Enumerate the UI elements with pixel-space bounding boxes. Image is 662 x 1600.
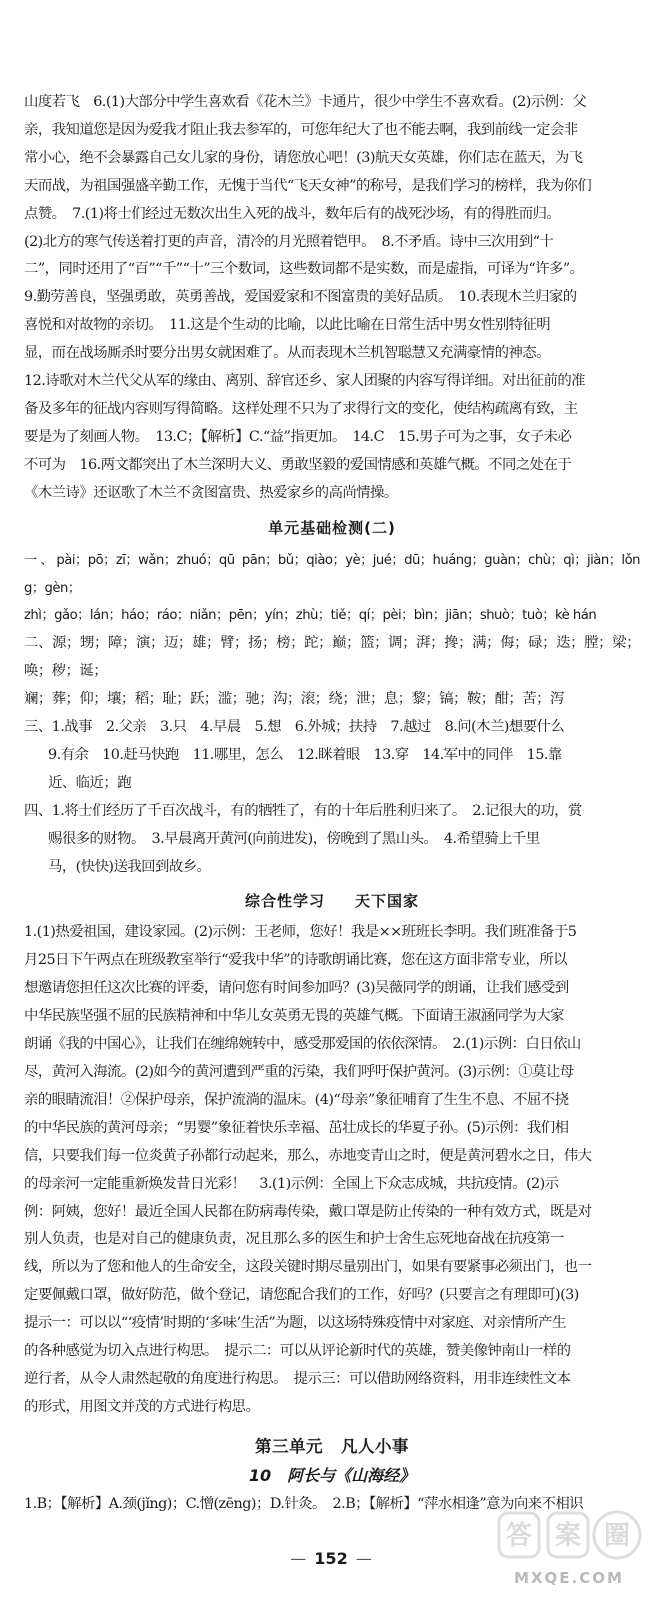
text-line: 《木兰诗》还讴歌了木兰不贪图富贵、热爱家乡的高尚情操。	[24, 484, 398, 501]
page-number-dash-left: —	[290, 1549, 307, 1568]
text-line: 中华民族坚强不屈的民族精神和中华儿女英勇无畏的英雄气概。下面请王淑涵同学为大家	[24, 1008, 564, 1025]
section-title-unit-test: 单元基础检测(二)	[268, 518, 396, 537]
text-line: 显，而在战场厮杀时要分出男女就困难了。从而表现木兰机智聪慧又充满豪情的神态。	[24, 345, 550, 362]
text-line: 赐很多的财物。 3.早晨离开黄河(向前进发)，傍晚到了黑山头。 4.希望骑上千里	[48, 830, 540, 847]
text-line: 四、1.将士们经历了千百次战斗，有的牺牲了，有的十年后胜利归来了。 2.记很大的功，赏	[24, 802, 582, 819]
text-line: 近、临近；跑	[48, 774, 132, 791]
text-line: 亲，我知道您是因为爱我才阻止我去参军的，可您年纪大了也不能去啊，我到前线一定会非	[24, 121, 578, 138]
answer-block-12-16	[24, 368, 640, 508]
text-line: 9.有余 10.赶马快跑 11.哪里，怎么 12.眯着眼 13.穿 14.军中的同伴 15.靠	[48, 746, 562, 763]
text-line: 1.(1)热爱祖国，建设家园。(2)示例：王老师，您好！我是××班班长李明。我们班准备于5	[24, 924, 577, 941]
text-line: 天而战，为祖国强盛辛勤工作，无愧于当代“飞天女神”的称号，是我们学习的榜样，我为你们	[24, 177, 592, 194]
text-line: 山度若飞 6.(1)大部分中学生喜欢看《花木兰》卡通片，很少中学生不喜欢看。(2)示例：父	[24, 94, 587, 110]
page-number-dash-right: —	[355, 1549, 372, 1568]
text-line: 定要佩戴口罩，做好防范，做个登记，请您配合我们的工作，好吗？(只要言之有理即可)(3)	[24, 1287, 579, 1304]
text-line: 逆行者，从令人肃然起敬的角度进行构思。 提示三：可以借助网络资料，用非连续性文本	[24, 1370, 571, 1387]
watermark-char: 案	[554, 1521, 582, 1551]
text-line: (2)北方的寒气传送着打更的声音，清冷的月光照着铠甲。 8.不矛盾。诗中三次用到“十	[24, 233, 554, 250]
text-line: 常小心，绝不会暴露自己女儿家的身份，请您放心吧！(3)航天女英雄，你们志在蓝天，为飞	[24, 149, 583, 166]
text-line: 9.勤劳善良，坚强勇敢，英勇善战，爱国爱家和不图富贵的美好品质。 10.表现木兰归家的	[24, 289, 577, 306]
text-line: 斓；葬；仰；壤；稻；耻；跃；滥；驰；沟；滚；绕；泄；息；黎；镐；鞍；酣；苦；泻	[24, 691, 564, 708]
text-line: 的中华民族的黄河母亲；“男婴”象征着快乐幸福、茁壮成长的华夏子孙。(5)示例：我们相	[24, 1119, 569, 1136]
watermark-char: 答	[505, 1521, 533, 1551]
unit-test-part-four	[24, 798, 640, 882]
text-line: 朗诵《我的中国心》，让我们在缠绵婉转中，感受那爱国的依依深情。 2.(1)示例：白日依山	[24, 1036, 581, 1053]
text-line: 月25日下午两点在班级教室举行“爱我中华”的诗歌朗诵比赛，您在这方面非常专业，所以	[24, 952, 567, 969]
text-line: 12.诗歌对木兰代父从军的缘由、离别、辞官还乡、家人团聚的内容写得详细。对出征前的准	[24, 373, 586, 390]
section-title-unit-three	[24, 1434, 640, 1460]
text-line: 的各种感觉为切入点进行构思。 提示二：可以从评论新时代的英雄，赞美像钟南山一样的	[24, 1343, 571, 1360]
text-line: 的母亲河一定能重新焕发昔日光彩！ 3.(1)示例：全国上下众志成城，共抗疫情。(2)示	[24, 1175, 559, 1192]
watermark-char: 圈	[603, 1521, 631, 1551]
watermark-url: MXQE.COM	[514, 1569, 624, 1587]
text-line: 的形式，用图文并茂的方式进行构思。	[24, 1398, 260, 1415]
text-line: 点赞。 7.(1)将士们经过无数次出生入死的战斗，数年后有的战死沙场，有的得胜而归。	[24, 205, 561, 222]
text-line: 喜悦和对故物的亲切。 11.这是个生动的比喻，以此比喻在日常生活中男女性别特征明	[24, 317, 551, 334]
text-line: 不可为 16.两文都突出了木兰深明大义、勇敢坚毅的爱国情感和英雄气概。不同之处在于	[24, 456, 572, 473]
answer-block-9-11	[24, 284, 640, 368]
text-line: 信，只要我们每一位炎黄子孙都行动起来，那么，赤地变青山之时，便是黄河碧水之日，伟大	[24, 1147, 592, 1164]
text-line: 亲的眼睛流泪！②保护母亲，保护流淌的温床。(4)“母亲”象征哺育了生生不息、不屈不挠	[24, 1091, 569, 1108]
text-line: 例：阿姨，您好！最近全国人民都在防病毒传染，戴口罩是防止传染的一种有效方式，既是对	[24, 1203, 592, 1220]
section-title-comprehensive-learning	[24, 889, 640, 913]
text-line: 一、pài；pō；zī；wǎn；zhuó；qū pān；bǔ；qiào；yè；jué；dū；huáng；guàn；chù；qì；jiàn；lǒng；gèn；	[24, 552, 640, 596]
lesson-title: 10 阿长与《山海经》	[248, 1465, 416, 1485]
unit-test-part-one-pinyin	[24, 547, 640, 631]
page-number-value: 152	[314, 1549, 348, 1568]
text-line: 线，所以为了您和他人的生命安全，这段关键时期尽量别出门，如果有要紧事必须出门，也一	[24, 1259, 592, 1276]
text-line: 二、源；甥；障；演；迈；雄；臂；扬；榜；跎；巅；篮；调；湃；搀；满；侮；碌；迭；膛；梁；唤；秽；诞；	[24, 635, 640, 680]
text-line: 尽，黄河入海流。(2)如今的黄河遭到严重的污染，我们呼吁保护黄河。(3)示例：①莫让母	[24, 1064, 574, 1080]
text-line: 提示一：可以以“‘疫情’时期的‘多味’生活”为题，以这场特殊疫情中对家庭、对亲情所产生	[24, 1315, 566, 1332]
answer-page	[24, 0, 640, 1519]
text-line: 要是为了刻画人物。 13.C；【解析】C.“益”指更加。 14.C 15.男子可为之事，女子未必	[24, 428, 572, 445]
answer-block-comprehensive	[24, 919, 640, 1421]
section-title-part-b: 凡人小事	[341, 1436, 409, 1456]
text-line: 别人负责，也是对自己的健康负责，况且那么多的医生和护士舍生忘死地奋战在抗疫第一	[24, 1231, 564, 1248]
section-title-part-b: 天下国家	[355, 892, 420, 911]
text-line: 二”，同时还用了“百”“千”“十”三个数词，这些数词都不是实数，而是虚指，可译为“许多”。	[24, 261, 584, 278]
text-line: 1.B；【解析】A.颈(jǐng)；C.憎(zēng)；D.针灸。 2.B；【解析】“萍水相逢”意为向来不相识	[24, 1495, 584, 1512]
text-line: 想邀请您担任这次比赛的评委，请问您有时间参加吗？(3)吴薇同学的朗诵，让我们感受到	[24, 980, 569, 997]
answer-block-poem-questions	[24, 89, 640, 284]
unit-test-part-two-characters	[24, 630, 640, 714]
section-title-part-a: 综合性学习	[244, 892, 325, 911]
section-title-part-a: 第三单元	[255, 1436, 323, 1456]
text-line: 三、1.战事 2.父亲 3.只 4.早晨 5.想 6.外城；扶持 7.越过 8.问(木兰)想要什么	[24, 719, 565, 736]
text-line: 备及多年的征战内容则写得简略。这样处理不只为了求得行文的变化，使结构疏离有致，主	[24, 400, 578, 417]
text-line: zhì；gǎo；lán；háo；ráo；niǎn；pēn；yín；zhù；tiě；qí；pèi；bìn；jiān；shuò；tuò；kè hán	[24, 608, 597, 624]
text-line: 马，(快快)送我回到故乡。	[48, 858, 211, 875]
unit-test-part-three	[24, 714, 640, 798]
